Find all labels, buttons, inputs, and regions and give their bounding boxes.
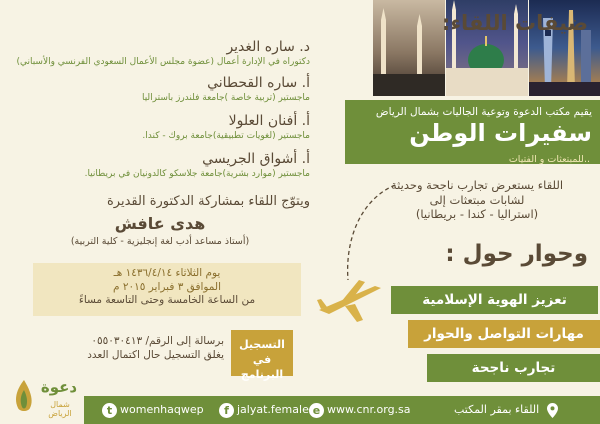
registration-phone: برسالة إلى الرقم/ ٠٥٥٠٣٠٤١٣: [91, 335, 224, 347]
twitter-link[interactable]: [102, 401, 204, 419]
registration-info: [36, 334, 224, 362]
intro-line-2: لشابات مبتعثات إلى: [429, 192, 525, 207]
website-url: www.cnr.org.sa: [327, 403, 411, 416]
guest-item: [10, 150, 310, 180]
twitter-handle: womenhaqwep: [120, 403, 204, 416]
web-icon: e: [309, 403, 324, 418]
registration-badge: [231, 330, 293, 381]
dawa-logo: [8, 376, 80, 420]
airplane-icon: [315, 278, 385, 323]
intro-line-1: اللقاء يستعرض تجارب ناجحة وحديثة: [390, 178, 564, 192]
website-link[interactable]: [309, 401, 411, 419]
guest-description: دكتوراه في الإدارة أعمال (عضوة مجلس الأعمال السعودي الفرنسي والأسباني): [16, 57, 310, 67]
organizer-text: يقيم مكتب الدعوة وتوعية الجاليات بشمال الرياض: [375, 106, 592, 118]
registration-badge-line-2: البرنامج: [240, 368, 284, 381]
featured-guest-name: هدى عافش: [114, 214, 206, 233]
guest-name: أ. أشواق الجريسي: [202, 151, 310, 167]
event-subtitle: ..للمبتعثات و الفتيات: [508, 154, 590, 165]
headline-block: [362, 100, 600, 164]
guest-name: أ. أفنان العلولا: [228, 113, 310, 129]
guest-item: [10, 38, 310, 68]
facebook-handle: jalyat.female: [237, 403, 309, 416]
flame-logo-icon: [10, 378, 38, 416]
topic-success-stories: تجارب ناجحة: [427, 354, 600, 382]
featured-guest-title: (أستاذ مساعد أدب لغة إنجليزية - كلية التربية): [70, 236, 250, 247]
facebook-link[interactable]: [219, 401, 309, 419]
footer-bar: [84, 396, 600, 424]
dialogue-heading: وحوار حول :: [445, 241, 588, 267]
event-time: من الساعة الخامسة وحتى التاسعة مساءً: [78, 294, 256, 306]
guest-description: ماجستير (لغويات تطبيقية)جامعة بروك - كندا.: [142, 131, 310, 141]
location-text: اللقاء بمقر المكتب: [454, 403, 540, 416]
twitter-icon: t: [102, 403, 117, 418]
guest-description: ماجستير (موارد بشرية)جامعة جلاسكو كالدونيان في بريطانيا.: [84, 169, 310, 179]
guest-name: أ. ساره القحطاني: [207, 75, 310, 91]
location-info: [454, 401, 558, 419]
schedule-box: [33, 263, 301, 316]
event-day: يوم الثلاثاء ١٤٣٦/٤/١٤ هـ: [113, 267, 221, 279]
facebook-icon: f: [219, 403, 234, 418]
guest-item: [10, 74, 310, 104]
guest-description: ماجستير (تربية خاصة )جامعة فلندرز باستراليا: [141, 93, 310, 103]
logo-subtitle: شمال الرياض: [48, 400, 72, 418]
topic-communication-skills: مهارات التواصل والحوار: [408, 320, 600, 348]
registration-note: يغلق التسجيل حال اكتمال العدد: [87, 349, 224, 361]
guests-heading: ضيفات اللقاء:: [441, 11, 588, 35]
registration-badge-line-1: التسجيل في: [239, 338, 285, 366]
intro-line-3: (استراليا - كندا - بريطانيا): [415, 207, 539, 221]
guest-item: [10, 112, 310, 142]
event-title: سفيرات الوطن: [409, 119, 592, 147]
event-date: الموافق ٣ فبراير ٢٠١٥ م: [113, 280, 221, 293]
location-pin-icon: [547, 403, 558, 418]
topic-islamic-identity: تعزيز الهوية الإسلامية: [391, 286, 598, 314]
guest-name: د. ساره الغدير: [226, 39, 310, 55]
logo-word: دعوة: [40, 378, 78, 396]
featured-guest-intro: ويتوّج اللقاء بمشاركة الدكتورة القديرة: [107, 194, 310, 209]
